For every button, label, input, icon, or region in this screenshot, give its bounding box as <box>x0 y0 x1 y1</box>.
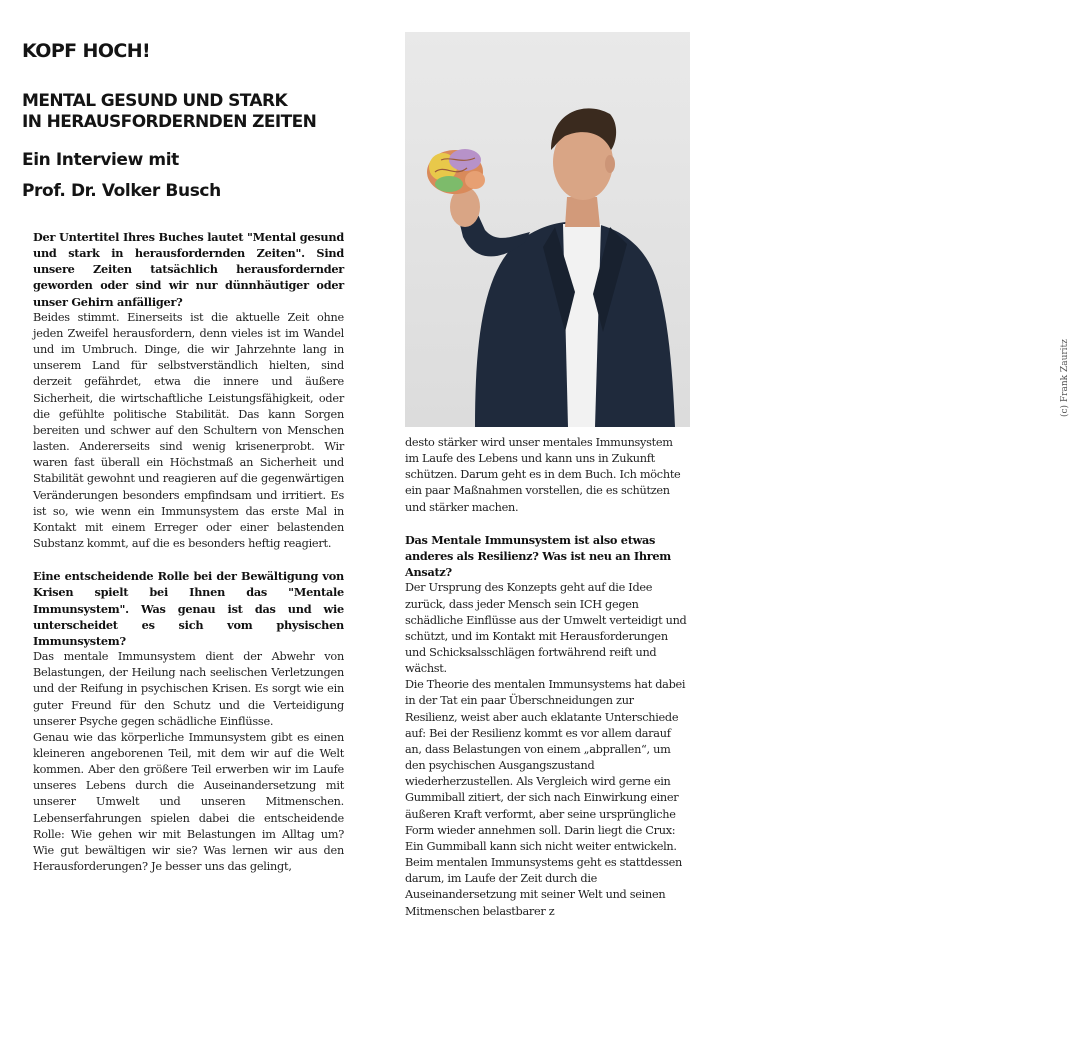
answer-2-paragraph-2: Genau wie das körperliche Immunsystem gibt es einen kleineren angeborenen Teil, mit dem wir auf die Welt kommen. Aber den größere Teil erwerben wir im Laufe unseres Lebens durch die Auseinandersetzung mit unserer Umwelt und unseren Mitmenschen. Lebenserfahrungen spielen dabei die entscheidende Rolle: Wie gehen wir mit Belastungen im Alltag um? Wie gut bewältigen wir sie? Was lernen wir aus den Herausforderungen? Je besser uns das gelingt, <box>33 730 344 874</box>
answer-1: Beides stimmt. Einerseits ist die aktuelle Zeit ohne jeden Zweifel herausfordern, denn vieles ist im Wandel und im Umbruch. Dinge, die wir Jahrzehnte lang in unserem Land für selbstverständlich hielten, sind derzeit gefährdet, etwa die innere und äußere Sicherheit, die wirtschaftliche Leistungsfähigkeit, oder die gefühlte politische Stabilität. Das kann Sorgen bereiten und schwer auf den Schultern von Menschen lasten. Andererseits sind wenig krisenerprobt. Wir waren fast überall ein Höchstmaß an Sicherheit und Stabilität gewohnt und reagieren auf die gegenwärtigen Veränderungen besonders empfindsam und irritiert. Es ist so, wie wenn ein Immunsystem das erste Mal in Kontakt mit einem Erreger oder einer belastenden Substanz kommt, auf die es besonders heftig reagiert. <box>33 310 344 550</box>
question-1: Der Untertitel Ihres Buches lautet "Mental gesund und stark in herausfordernden Zeiten". Sind unsere Zeiten tatsächlich herausfordernder geworden oder sind wir nur dünnhäutiger oder unser Gehirn anfälliger? <box>33 230 344 309</box>
answer-2-continued: desto stärker wird unser mentales Immunsystem im Laufe des Lebens und kann uns in Zukunft schützen. Darum geht es in dem Buch. Ich möchte ein paar Maßnahmen vorstellen, die es schützen und stärker machen. <box>405 436 681 514</box>
paragraph-gap <box>405 516 687 532</box>
brain-model <box>427 149 485 194</box>
shirt <box>563 224 601 427</box>
subtitle-line-1: MENTAL GESUND UND STARK <box>22 91 288 111</box>
author-portrait-photo <box>405 32 1070 427</box>
answer-2-paragraph-1: Das mentale Immunsystem dient der Abwehr von Belastungen, der Heilung nach seelischen Verletzungen und der Reifung in psychischen Krisen. Es sorgt wie ein guter Freund für den Schutz und die Verteidigung unserer Psyche gegen schädliche Einflüsse. <box>33 650 344 728</box>
subtitle-line-2: IN HERAUSFORDERNDEN ZEITEN <box>22 112 317 132</box>
answer-3-paragraph-2: Die Theorie des mentalen Immunsystems hat dabei in der Tat ein paar Überschneidungen zur Resilienz, weist aber auch eklatante Unterschiede auf: Bei der Resilienz kommt es vor allem darauf an, dass Belastungen von einem „abprallen“, um den psychischen Ausgangszustand wiederherzustellen. Als Vergleich wird gerne ein Gummiball zitiert, der sich nach Einwirkung einer äußeren Kraft verformt, aber seine ursprüngliche Form wieder annehmen soll. Darin liegt die Crux: Ein Gummiball kann sich nicht weiter entwickeln. Beim mentalen Immunsystems geht es stattdessen darum, im Laufe der Zeit durch die Auseinandersetzung mit seiner Welt und seinen Mitmenschen belastbarer z <box>405 678 686 918</box>
neck <box>565 197 600 227</box>
author-name: Prof. Dr. Volker Busch <box>22 181 221 201</box>
question-3: Das Mentale Immunsystem ist also etwas anderes als Resilienz? Was ist neu an Ihrem Ansatz? <box>405 532 671 580</box>
brain-lobe-green <box>435 176 463 192</box>
ear <box>605 155 615 173</box>
page-subtitle <box>22 91 316 133</box>
left-text-column <box>33 229 344 875</box>
answer-3-paragraph-1: Der Ursprung des Konzepts geht auf die Idee zurück, dass jeder Mensch sein ICH gegen schädliche Einflüsse aus der Umwelt verteidigt und schützt, und im Kontakt mit Herausforderungen und Schicksalsschlägen fortwährend reift und wächst. <box>405 581 687 676</box>
interview-line: Ein Interview mit <box>22 150 179 170</box>
brain-lobe-orange <box>465 171 485 189</box>
question-2: Eine entscheidende Rolle bei der Bewältigung von Krisen spielt bei Ihnen das "Mentale Immunsystem". Was genau ist das und wie unterscheidet es sich vom physischen Immunsystem? <box>33 569 344 648</box>
paragraph-gap <box>33 552 344 568</box>
portrait-illustration <box>405 32 690 427</box>
page-title: KOPF HOCH! <box>22 40 151 62</box>
photo-credit: (c) Frank Zauritz <box>1060 339 1070 417</box>
right-text-column <box>405 435 687 920</box>
